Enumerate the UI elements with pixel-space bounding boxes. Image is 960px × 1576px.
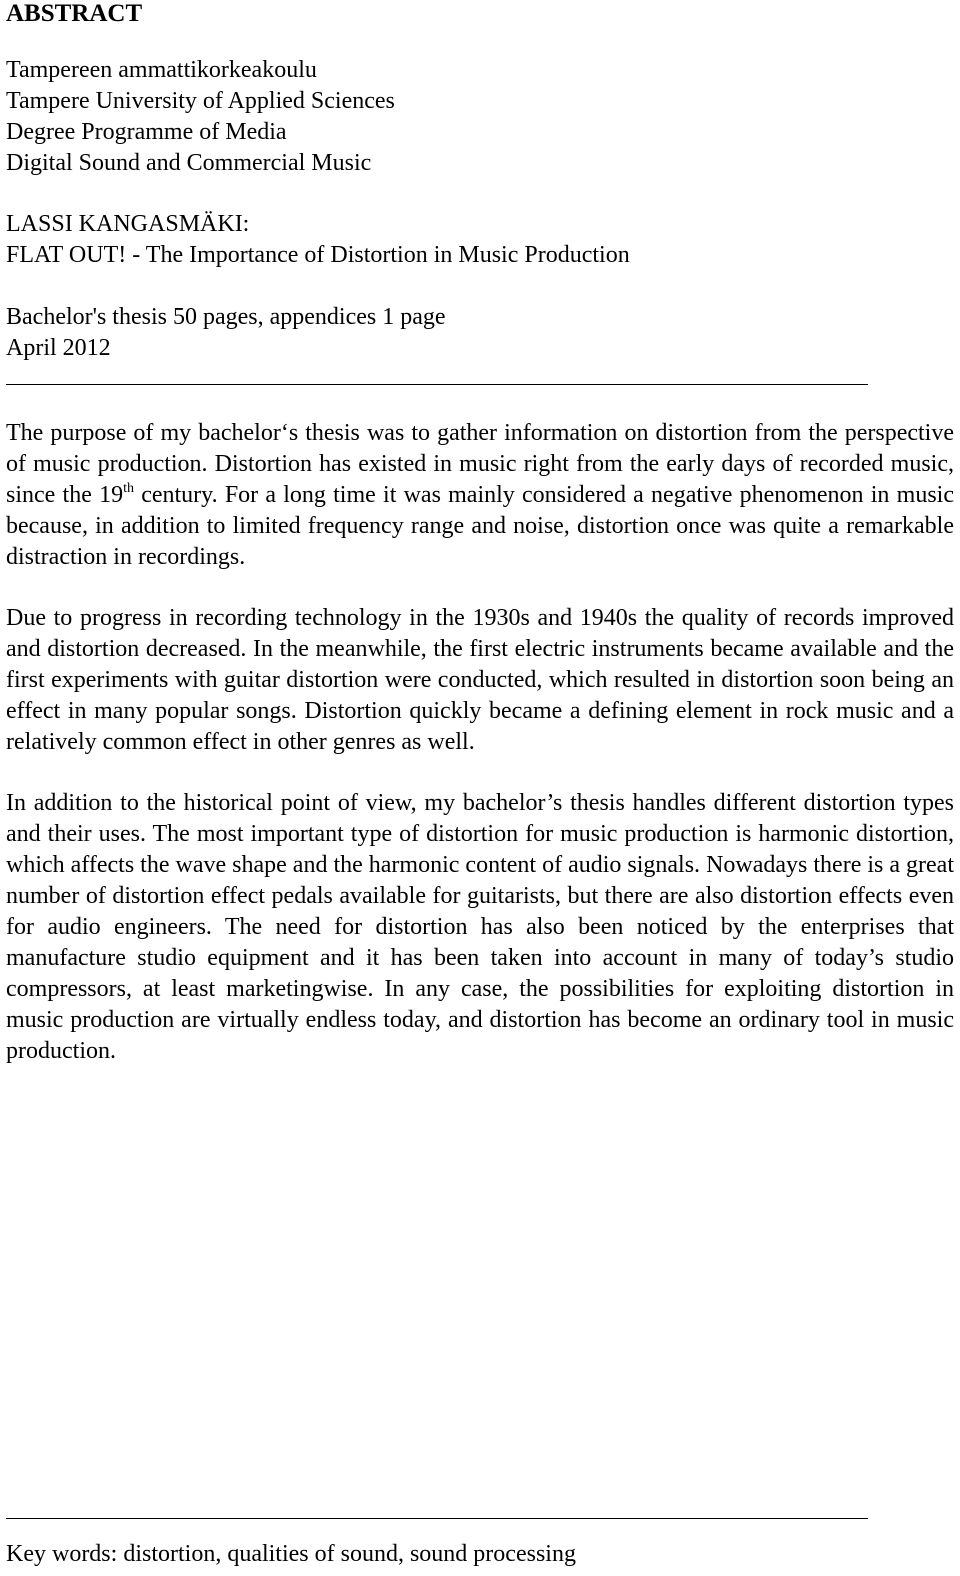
document-page <box>6 0 954 1576</box>
thesis-date: April 2012 <box>6 335 111 361</box>
programme-line: Degree Programme of Media <box>6 119 287 145</box>
institution-line: Tampere University of Applied Sciences <box>6 88 395 114</box>
abstract-paragraph <box>6 418 954 573</box>
paragraph-text: The purpose of my bachelor‘s thesis was to gather information on distortion from the perspective of music production. Distortion has existed in music right from the early days of recorded music, since the 19 <box>6 420 954 508</box>
author-title-block <box>6 209 630 271</box>
abstract-paragraph: Due to progress in recording technology in the 1930s and 1940s the quality of records improved and distortion decreased. In the meanwhile, the first electric instruments became available and the first experiments with guitar distortion were conducted, which resulted in distortion soon being an effect in many popular songs. Distortion quickly became a defining element in rock music and a relatively common effect in other genres as well. <box>6 605 954 755</box>
superscript: th <box>123 481 134 496</box>
divider-bottom <box>6 1518 868 1519</box>
specialization-line: Digital Sound and Commercial Music <box>6 150 372 176</box>
page-heading: ABSTRACT <box>6 0 143 27</box>
abstract-body <box>6 418 954 1097</box>
paragraph-text: century. For a long time it was mainly considered a negative phenomenon in music because, in addition to limited frequency range and noise, distortion once was quite a remarkable distraction in recordings. <box>6 482 954 570</box>
abstract-paragraph: In addition to the historical point of view, my bachelor’s thesis handles different distortion types and their uses. The most important type of distortion for music production is harmonic distortion, which affects the wave shape and the harmonic content of audio signals. Nowadays there is a great number of distortion effect pedals available for guitarists, but there are also distortion effects even for audio engineers. The need for distortion has also been noticed by the enterprises that manufacture studio equipment and it has been taken into account in many of today’s studio compressors, at least marketingwise. In any case, the possibilities for exploiting distortion in music production are virtually endless today, and distortion has become an ordinary tool in music production. <box>6 790 954 1064</box>
thesis-info-block <box>6 302 446 364</box>
institution-line: Tampereen ammattikorkeakoulu <box>6 57 317 83</box>
keywords: Key words: distortion, qualities of sound, sound processing <box>6 1541 576 1567</box>
author-name: LASSI KANGASMÄKI: <box>6 211 250 237</box>
institution-block <box>6 55 395 179</box>
thesis-title: FLAT OUT! - The Importance of Distortion in Music Production <box>6 242 630 268</box>
divider-top <box>6 384 868 385</box>
thesis-info: Bachelor's thesis 50 pages, appendices 1 page <box>6 304 446 330</box>
